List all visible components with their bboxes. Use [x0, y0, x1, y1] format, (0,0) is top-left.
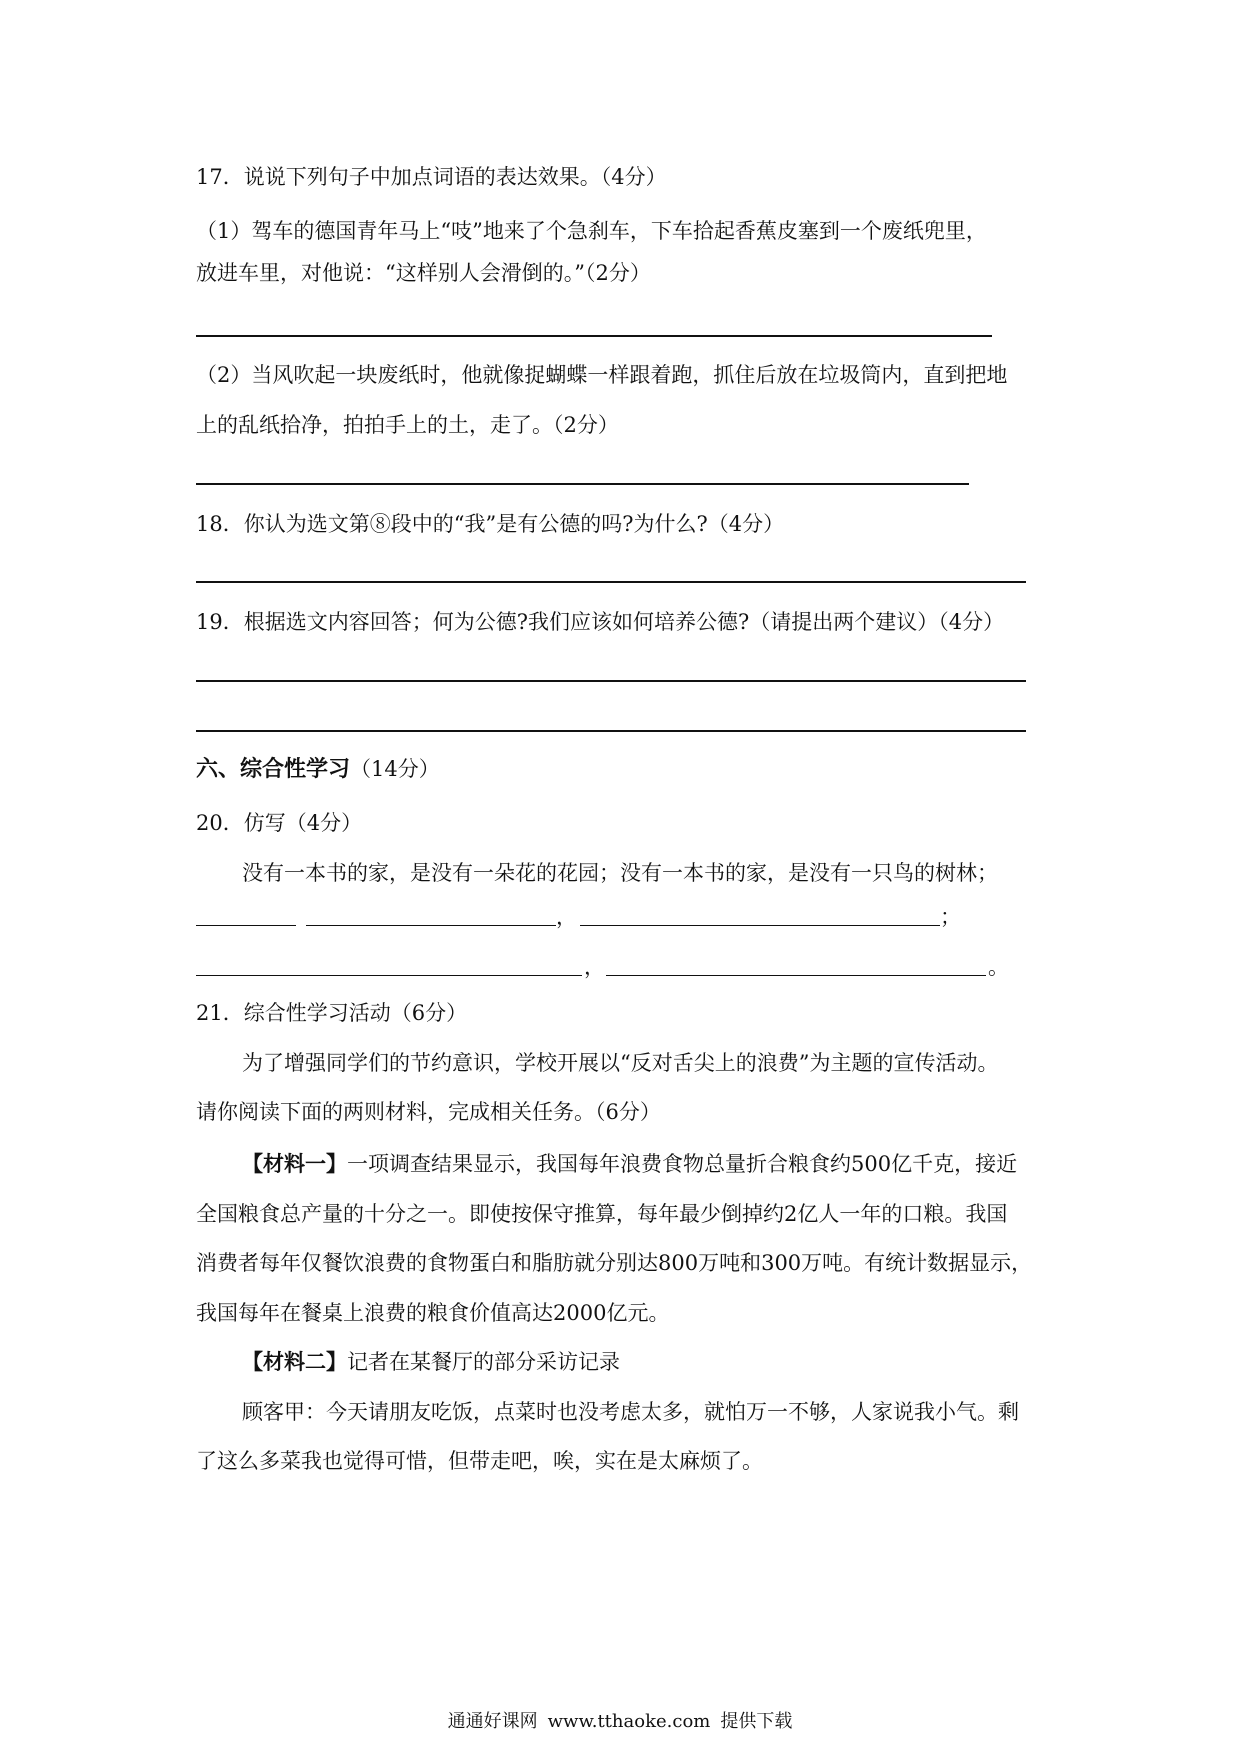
q20-semicolon: ；	[940, 905, 961, 929]
q20-blank-2[interactable]	[580, 925, 940, 926]
material2-label: 【材料二】	[242, 1349, 347, 1374]
material1-label: 【材料一】	[242, 1151, 347, 1176]
material2-title: 记者在某餐厅的部分采访记录	[347, 1350, 620, 1374]
q21-intro-line1: 为了增强同学们的节约意识，学校开展以“反对舌尖上的浪费”为主题的宣传活动。	[242, 1051, 999, 1075]
material1-text1: 一项调查结果显示，我国每年浪费食物总量折合粮食约500亿千克，接近	[347, 1152, 1018, 1176]
q17-part2-answer-line[interactable]	[196, 483, 969, 485]
q19-answer-line-2[interactable]	[196, 730, 1026, 732]
material1-line4: 我国每年在餐桌上浪费的粮食价值高达2000亿元。	[196, 1301, 670, 1325]
q20-blank-3b[interactable]	[296, 975, 582, 976]
q20-blank-1a[interactable]	[196, 925, 296, 926]
q17-part2-line1: （2）当风吹起一块废纸时，他就像捉蝴蝶一样跟着跑，抓住后放在垃圾筒内，直到把地	[196, 363, 1008, 387]
q21-title: 21．综合性学习活动（6分）	[196, 1001, 468, 1025]
material2-line2: 了这么多菜我也觉得可惜，但带走吧，唉，实在是太麻烦了。	[196, 1449, 763, 1473]
q17-title: 17．说说下列句子中加点词语的表达效果。（4分）	[196, 165, 667, 189]
q20-blank-3a[interactable]	[196, 975, 296, 976]
q21-intro-line2: 请你阅读下面的两则材料，完成相关任务。（6分）	[196, 1100, 661, 1124]
q18-answer-line[interactable]	[196, 581, 1026, 583]
q20-example: 没有一本书的家，是没有一朵花的花园；没有一本书的家，是没有一只鸟的树林；	[242, 861, 998, 885]
section6-score: （14分）	[350, 757, 440, 781]
q17-part1-line1: （1）驾车的德国青年马上“吱”地来了个急刹车，下车拾起香蕉皮塞到一个废纸兜里，	[196, 219, 987, 243]
section6-heading-row	[196, 754, 440, 784]
page-footer	[0, 1707, 1240, 1733]
material1-line2: 全国粮食总产量的十分之一。即使按保守推算，每年最少倒掉约2亿人一年的口粮。我国	[196, 1202, 1008, 1226]
q17-part1-answer-line[interactable]	[196, 335, 992, 337]
material1-line1	[242, 1149, 1017, 1179]
footer-note: 提供下载	[720, 1711, 793, 1732]
q19-answer-line-1[interactable]	[196, 680, 1026, 682]
section6-heading: 六、综合性学习	[196, 756, 351, 782]
q20-title: 20．仿写（4分）	[196, 811, 363, 835]
material2-title-line	[242, 1347, 620, 1377]
q20-comma-1: ，	[556, 905, 577, 929]
q20-blank-1b[interactable]	[306, 925, 556, 926]
q20-blank-4[interactable]	[606, 975, 986, 976]
q20-comma-2: ，	[584, 955, 605, 979]
material2-line1: 顾客甲：今天请朋友吃饭，点菜时也没考虑太多，就怕万一不够，人家说我小气。剩	[242, 1400, 1019, 1424]
footer-site: 通通好课网	[447, 1711, 538, 1732]
q17-part1-line2: 放进车里，对他说：“这样别人会滑倒的。”（2分）	[196, 261, 651, 285]
material1-line3: 消费者每年仅餐饮浪费的食物蛋白和脂肪就分别达800万吨和300万吨。有统计数据显示，	[196, 1251, 1033, 1275]
q19-title: 19．根据选文内容回答；何为公德?我们应该如何培养公德?（请提出两个建议）（4分）	[196, 610, 1005, 634]
q18-title: 18．你认为选文第⑧段中的“我”是有公德的吗?为什么?（4分）	[196, 512, 785, 536]
q20-period: 。	[988, 955, 1009, 979]
q17-part2-line2: 上的乱纸拾净，拍拍手上的土，走了。（2分）	[196, 413, 619, 437]
footer-url[interactable]: www.tthaoke.com	[547, 1711, 711, 1732]
